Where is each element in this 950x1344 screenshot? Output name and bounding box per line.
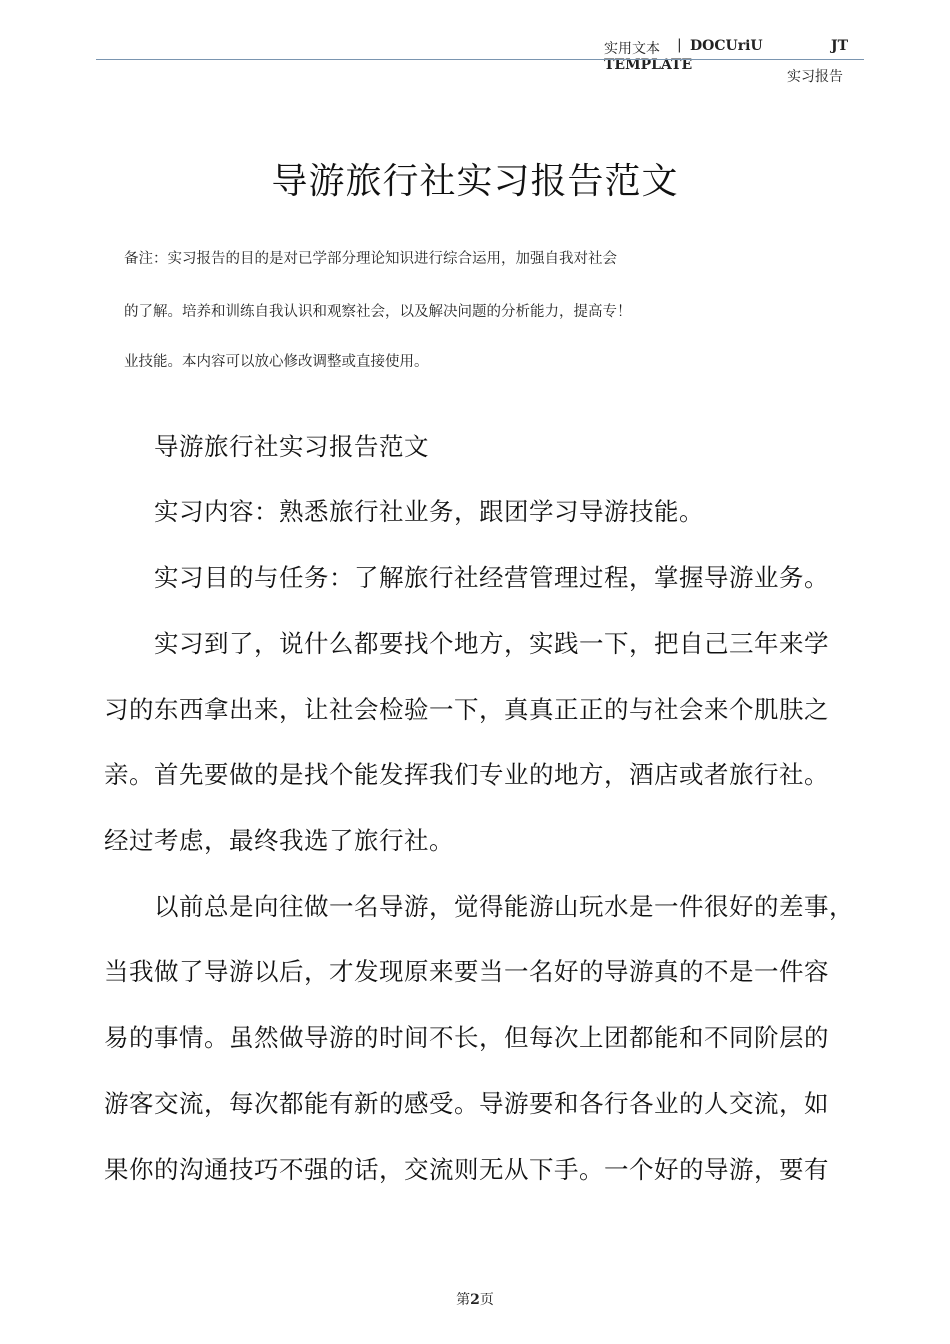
body-line: 实习到了，说什么都要找个地方，实践一下，把自己三年来学 xyxy=(154,629,829,658)
header-brand-part2: JT xyxy=(831,38,849,54)
header-category: 实习报告 xyxy=(787,69,843,85)
body-line: 导游旅行社实习报告范文 xyxy=(154,432,429,461)
header-label: 实用文本 xyxy=(604,41,660,57)
body-line: 果你的沟通技巧不强的话，交流则无从下手。一个好的导游，要有 xyxy=(104,1155,829,1184)
note-line: 业技能。本内容可以放心修改调整或直接使用。 xyxy=(124,354,429,370)
body-line: 亲。首先要做的是找个能发挥我们专业的地方，酒店或者旅行社。 xyxy=(104,760,829,789)
body-line: 当我做了导游以后，才发现原来要当一名好的导游真的不是一件容 xyxy=(104,957,829,986)
document-title: 导游旅行社实习报告范文 xyxy=(271,161,679,202)
body-line: 实习内容：熟悉旅行社业务，跟团学习导游技能。 xyxy=(154,497,704,526)
note-line: 备注：实习报告的目的是对已学部分理论知识进行综合运用，加强自我对社会 xyxy=(124,251,617,267)
page-suffix: 页 xyxy=(479,1292,494,1308)
body-line: 以前总是向往做一名导游，觉得能游山玩水是一件很好的差事， xyxy=(154,892,854,921)
header-brand-line2: TEMPLATE xyxy=(604,57,693,73)
page-number: 2 xyxy=(470,1292,480,1308)
header-separator: | xyxy=(677,37,682,53)
page-footer xyxy=(0,1289,950,1309)
header-divider xyxy=(96,59,864,60)
header-brand-part1: DOCUriU xyxy=(690,38,763,54)
body-line: 实习目的与任务：了解旅行社经营管理过程，掌握导游业务。 xyxy=(154,563,829,592)
page-prefix: 第 xyxy=(456,1292,471,1308)
body-line: 游客交流，每次都能有新的感受。导游要和各行各业的人交流，如 xyxy=(104,1089,829,1118)
body-line: 易的事情。虽然做导游的时间不长，但每次上团都能和不同阶层的 xyxy=(104,1023,829,1052)
body-line: 习的东西拿出来，让社会检验一下，真真正正的与社会来个肌肤之 xyxy=(104,695,829,724)
note-line: 的了解。培养和训练自我认识和观察社会，以及解决问题的分析能力，提高专！ xyxy=(124,304,632,320)
body-line: 经过考虑，最终我选了旅行社。 xyxy=(104,826,454,855)
